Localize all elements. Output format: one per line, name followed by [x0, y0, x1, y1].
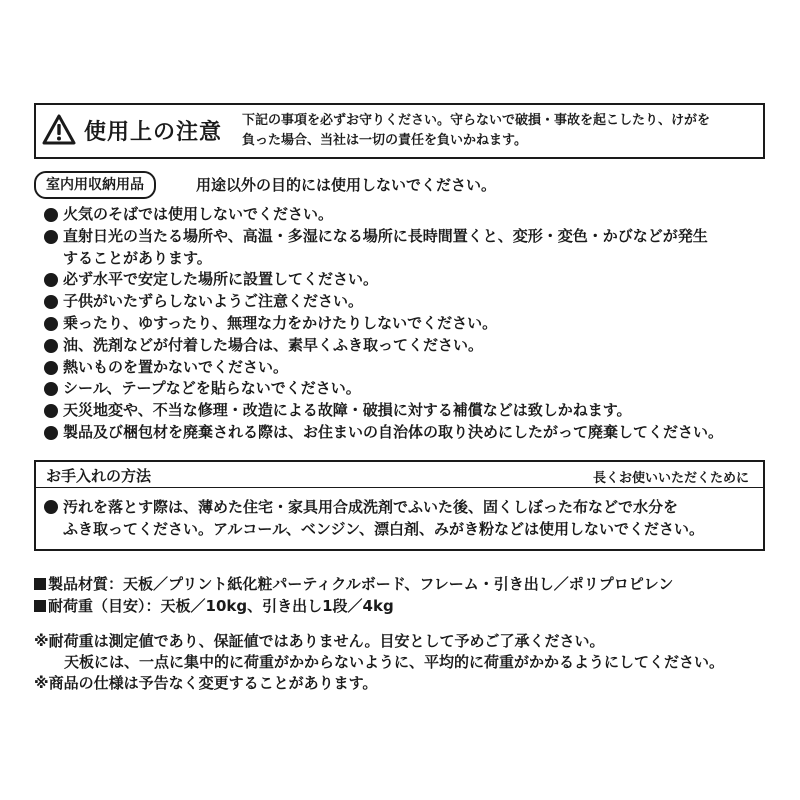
square-bullet-icon	[34, 578, 46, 590]
bullet-dot-icon	[44, 317, 58, 331]
list-item	[44, 335, 774, 357]
product-specs	[34, 573, 774, 617]
caution-box	[34, 103, 765, 159]
bullet-dot-icon	[44, 273, 58, 287]
caution-text	[242, 111, 762, 151]
list-item	[44, 422, 774, 444]
indoor-storage-tag: 室内用収納用品	[34, 171, 156, 199]
spec-material: 製品材質：天板／プリント紙化粧パーティクルボード、フレーム・引き出し／ポリプロピレン	[48, 575, 674, 593]
list-item	[44, 269, 774, 291]
list-item-text: 子供がいたずらしないようご注意ください。	[63, 292, 364, 311]
bullet-dot-icon	[44, 208, 58, 222]
list-item	[44, 400, 774, 422]
caution-title: 使用上の注意	[84, 120, 223, 145]
list-item	[44, 357, 774, 379]
care-text: 汚れを落とす際は、薄めた住宅・家具用合成洗剤でふいた後、固くしぼった布などで水分を	[63, 498, 679, 516]
note-line: ※耐荷重は測定値であり、保証値ではありません。目安として予めご了承ください。	[34, 632, 605, 650]
notes	[34, 631, 774, 694]
bullet-dot-icon	[44, 426, 58, 440]
bullet-dot-icon	[44, 295, 58, 309]
caution-text-line: 下記の事項を必ずお守りください。守らないで破損・事故を起こしたり、けがを	[242, 113, 711, 128]
care-header	[36, 462, 763, 488]
list-item-text: 必ず水平で安定した場所に設置してください。	[63, 270, 379, 289]
bullet-dot-icon	[44, 500, 58, 514]
bullet-dot-icon	[44, 230, 58, 244]
care-subtitle: 長くお使いいただくために	[592, 471, 749, 486]
bullet-dot-icon	[44, 339, 58, 353]
list-item	[44, 313, 774, 335]
caution-text-line: 負った場合、当社は一切の責任を負いかねます。	[242, 133, 527, 148]
warning-triangle-icon	[42, 114, 76, 146]
bullet-dot-icon	[44, 361, 58, 375]
note-line: ※商品の仕様は予告なく変更することがあります。	[34, 674, 378, 692]
bullet-dot-icon	[44, 382, 58, 396]
care-body	[44, 496, 759, 540]
list-item-text: 火気のそばでは使用しないでください。	[63, 205, 334, 223]
list-item-text: することがあります。	[63, 248, 212, 267]
list-item-text: 天災地変や、不当な修理・改造による故障・破損に対する補償などは致しかねます。	[63, 401, 632, 420]
list-item-text: 乗ったり、ゆすったり、無理な力をかけたりしないでください。	[63, 313, 498, 332]
care-box	[34, 460, 765, 551]
care-title: お手入れの方法	[46, 467, 152, 485]
note-line: 天板には、一点に集中的に荷重がかからないように、平均的に荷重がかかるようにしてください。	[64, 653, 725, 671]
list-item	[44, 378, 774, 400]
list-item	[44, 496, 759, 540]
usage-note: 用途以外の目的には使用しないでください。	[196, 176, 497, 194]
list-item-text: シール、テープなどを貼らないでください。	[63, 379, 361, 398]
caution-list	[44, 204, 774, 444]
spec-load: 耐荷重（目安）：天板／10kg、引き出し1段／4kg	[48, 597, 394, 615]
list-item-text: 油、洗剤などが付着した場合は、素早くふき取ってください。	[63, 335, 484, 354]
list-item-text: 熱いものを置かないでください。	[63, 357, 289, 376]
care-text: ふき取ってください。アルコール、ベンジン、漂白剤、みがき粉などは使用しないでください。	[63, 520, 704, 538]
spec-line	[34, 573, 774, 595]
list-item	[44, 226, 774, 270]
list-item	[44, 291, 774, 313]
bullet-dot-icon	[44, 404, 58, 418]
list-item-text: 直射日光の当たる場所や、高温・多湿になる場所に長時間置くと、変形・変色・かびなどが発生	[63, 226, 708, 245]
list-item	[44, 204, 774, 226]
square-bullet-icon	[34, 600, 46, 612]
list-item-text: 製品及び梱包材を廃棄される際は、お住まいの自治体の取り決めにしたがって廃棄してください。	[63, 422, 724, 441]
spec-line	[34, 595, 774, 617]
